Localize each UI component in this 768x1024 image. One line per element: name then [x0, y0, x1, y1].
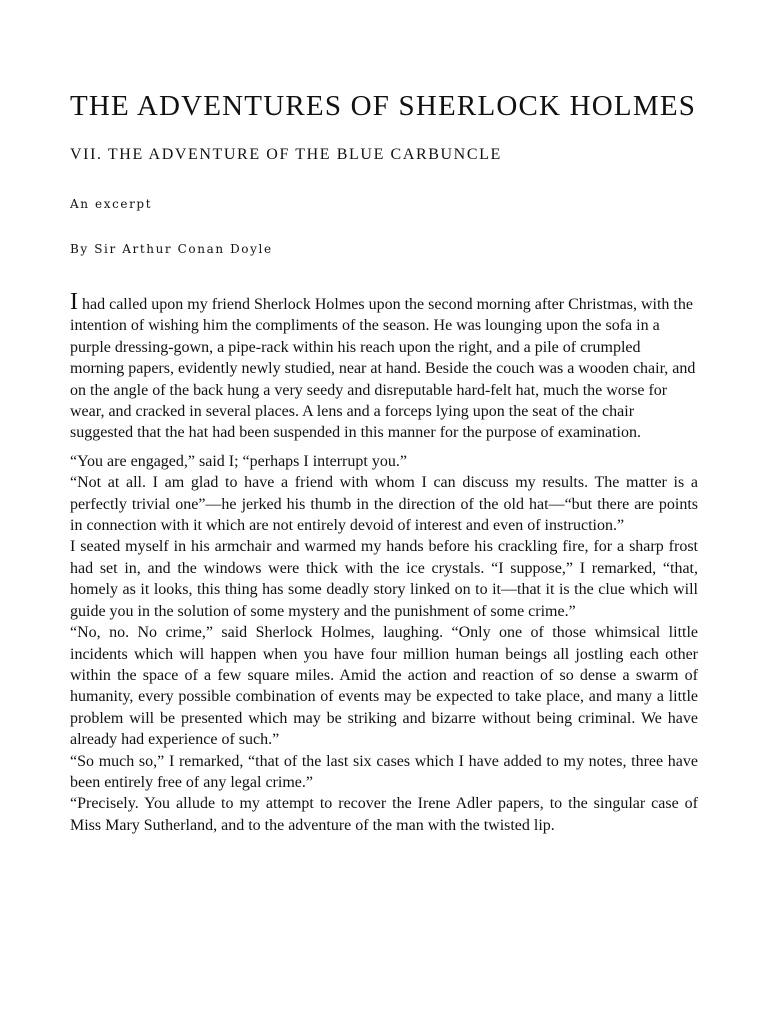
story-paragraph: “No, no. No crime,” said Sherlock Holmes, laughing. “Only one of those whimsical little incidents which will happen when you have four million human beings all jostling each other within the space of a few square miles. Amid the action and reaction of so dense a swarm of humanity, every possible combination of events may be expected to take place, and many a little problem will be presented which may be striking and bizarre without being criminal. We have already had experience of such.”	[70, 624, 698, 749]
book-title: THE ADVENTURES OF SHERLOCK HOLMES	[70, 90, 697, 122]
drop-initial: I	[70, 289, 78, 315]
document-page	[70, 88, 698, 836]
opening-paragraph-text: had called upon my friend Sherlock Holmes upon the second morning after Christmas, with the intention of wishing him the compliments of the season. He was lounging upon the sofa in a purple dressing-gown, a pipe-rack within his reach upon the right, and a pile of crumpled morning papers, evidently newly studied, near at hand. Beside the couch was a wooden chair, and on the angle of the back hung a very seedy and disreputable hard-felt hat, much the worse for wear, and cracked in several places. A lens and a forceps lying upon the seat of the chair suggested that the hat had been suspended in this manner for the purpose of examination.	[70, 296, 696, 442]
story-body	[70, 289, 698, 836]
chapter-title: VII. THE ADVENTURE OF THE BLUE CARBUNCLE	[70, 146, 502, 163]
author-line: By Sir Arthur Conan Doyle	[70, 242, 273, 256]
opening-paragraph	[70, 289, 698, 444]
story-paragraph: “Precisely. You allude to my attempt to recover the Irene Adler papers, to the singular case of Miss Mary Sutherland, and to the adventure of the man with the twisted lip.	[70, 795, 698, 834]
story-paragraph: I seated myself in his armchair and warmed my hands before his crackling fire, for a sharp frost had set in, and the windows were thick with the ice crystals. “I suppose,” I remarked, “that, homely as it looks, this thing has some deadly story linked on to it—that it is the clue which will guide you in the solution of some mystery and the punishment of some crime.”	[70, 538, 698, 620]
story-paragraph: “You are engaged,” said I; “perhaps I interrupt you.”	[70, 452, 407, 470]
story-paragraph: “So much so,” I remarked, “that of the last six cases which I have added to my notes, three have been entirely free of any legal crime.”	[70, 752, 698, 791]
excerpt-note: An excerpt	[70, 197, 153, 211]
story-paragraph: “Not at all. I am glad to have a friend with whom I can discuss my results. The matter is a perfectly trivial one”—he jerked his thumb in the direction of the old hat—“but there are points in connection with it which are not entirely devoid of interest and even of instruction.”	[70, 474, 698, 535]
